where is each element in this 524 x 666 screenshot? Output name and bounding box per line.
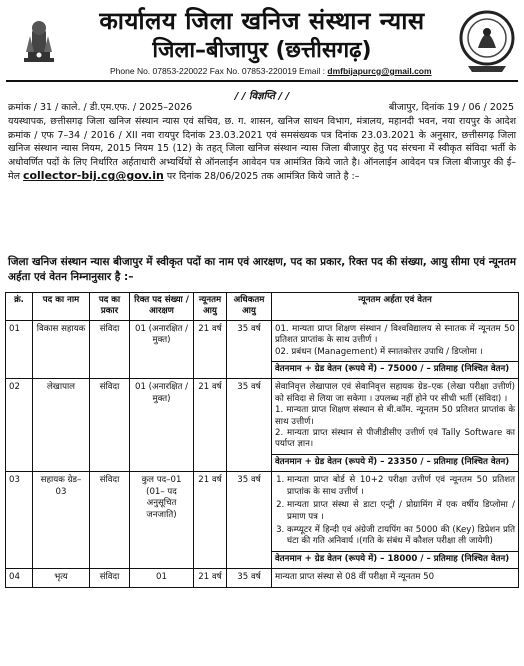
cell-sno: 02 — [6, 379, 33, 472]
cell-max-age: 35 वर्ष — [227, 320, 272, 379]
salary-text: वेतनमान + ग्रेड वेतन (रूपये में) – 23350 / – प्रतिमाह (निश्चित वेतन) — [272, 454, 518, 468]
header-divider — [6, 80, 518, 82]
cell-max-age: 35 वर्ष — [227, 472, 272, 569]
col-header: न्यूनतम आयु — [194, 293, 227, 321]
table-header-row — [6, 293, 519, 321]
cell-type: संविदा — [90, 320, 130, 379]
cell-vacancy: कुल पद–01 (01– पद अनुसूचित जनजाति) — [130, 472, 194, 569]
header-email[interactable]: dmfbijapurcg@gmail.com — [327, 66, 432, 76]
cell-post: भृत्य — [33, 569, 90, 587]
cell-qualification — [272, 472, 519, 569]
cell-min-age: 21 वर्ष — [194, 472, 227, 569]
letterhead — [0, 0, 524, 96]
col-header: रिक्त पद संख्या / आरक्षण — [130, 293, 194, 321]
salary-text: वेतनमान + ग्रेड वेतन (रूपये में) – 75000 / – प्रतिमाह (निश्चित वेतन) — [272, 361, 518, 375]
cell-sno: 04 — [6, 569, 33, 587]
reference-date: बीजापुर, दिनांक 19 / 06 / 2025 — [388, 102, 514, 113]
cell-qualification — [272, 379, 519, 472]
cell-type: संविदा — [90, 569, 130, 587]
qualification-item: 2. मान्यता प्राप्त संस्था से डाटा एन्ट्री / प्रोग्रामिंग में एक वर्षीय डिप्लोमा / प्रमाण पत्र । — [287, 500, 515, 523]
application-email[interactable]: collector-bij.cg@gov.in — [22, 169, 164, 183]
qualification-item: 1. मान्यता प्राप्त शिक्षण संस्थान से बी.कॉम. न्यूनतम 50 प्रतिशत प्राप्तांक के साथ उत्तीर्ण। — [275, 405, 515, 427]
cell-sno: 03 — [6, 472, 33, 569]
cell-post: विकास सहायक — [33, 320, 90, 379]
cell-qualification — [272, 569, 519, 587]
col-header: पद का नाम — [33, 293, 90, 321]
col-header: अधिकतम आयु — [227, 293, 272, 321]
office-title: कार्यालय जिला खनिज संस्थान न्यास — [99, 7, 425, 35]
qualification-item: 01. मान्यता प्राप्त शिक्षण संस्थान / विश्वविद्यालय से स्नातक में न्यूनतम 50 प्रतिशत प्राप्तांक के साथ उत्तीर्ण । — [275, 323, 515, 346]
cell-qualification — [272, 320, 519, 379]
district-logo-icon — [458, 6, 516, 74]
qualification-item: 1. मान्यता प्राप्त बोर्ड से 10+2 परीक्षा उत्तीर्ण एवं न्यूनतम 50 प्रतिशत प्राप्तांक के साथ उत्तीर्ण । — [287, 475, 515, 498]
cell-sno: 01 — [6, 320, 33, 379]
district-title: जिला–बीजापुर (छत्तीसगढ़) — [152, 38, 372, 63]
cell-post: लेखापाल — [33, 379, 90, 472]
qualification-item: मान्यता प्राप्त संस्था से 08 वीं परीक्षा में न्यूनतम 50 — [275, 572, 435, 583]
cell-max-age: 35 वर्ष — [227, 379, 272, 472]
cell-post: सहायक ग्रेड–03 — [33, 472, 90, 569]
contact-line: Phone No. 07853-220022 Fax No. 07853-220019 Email : dmfbijapurcg@gmail.com — [110, 66, 432, 76]
qualification-item: 02. प्रबंधन (Management) में स्नातकोत्तर उपाधि / डिप्लोमा । — [275, 346, 483, 357]
qualification-item: 3. कम्प्यूटर में हिन्दी एवं अंग्रेजी टायपिंग का 5000 की (Key) डिप्रेशन प्रति घंटा की गति अनिवार्य ।(गति के संबंध में कौशल परीक्षा ली जायेगी) — [287, 525, 515, 548]
cell-vacancy: 01 (अनारक्षित / मुक्त) — [130, 320, 194, 379]
col-header: न्यूनतम अर्हता एवं वेतन — [272, 293, 519, 321]
cell-min-age: 21 वर्ष — [194, 569, 227, 587]
col-header: पद का प्रकार — [90, 293, 130, 321]
intro-paragraph: ययस्थापक, छत्तीसगढ़ जिला खनिज संस्थान न्यास एवं सचिव, छ. ग. शासन, खनिज साधन विभाग, मंत्रालय, महानदी भवन, नया रायपुर के आदेश क्रमांक / एफ 7–34 / 2016 / XII नवा रायपुर दिनांक 23.03.2021 एवं समसंख्यक पत्र दिनांक 23.03.2021 के अनुसार, छत्तीसगढ़ जिला खनिज संस्थान न्यास नियम, 2015 नियम 15 (12) के तहत् जिला खनिज संस्थान न्यास जिला बीजापुर हेतु पद संरचना में स्वीकृत संविदा भर्ती के अधोवर्णित पदों के लिए निर्धारित अर्हताधारी अभ्यर्थियों से ऑनलाईन आवेदन पत्र आमंत्रित किये जाते है। ऑनलाईन आवेदन पत्र जिला बीजापुर की ई–मेल collector-bij.cg@gov.in पर दिनांक 28/06/2025 तक आमंत्रित किये जाते है :– — [8, 116, 516, 183]
qualification-item: सेवानिवृत्त लेखापाल एवं सेवानिवृत्त सहायक ग्रेड–एक (लेखा परीक्षा उत्तीर्ण) को संविदा से लिया जा सकेगा । उपलब्ध नहीं होने पर सीधी भर्ती (संविदा) । — [275, 382, 515, 404]
cell-type: संविदा — [90, 379, 130, 472]
intro-paragraph-2: जिला खनिज संस्थान न्यास बीजापुर में स्वीकृत पदों का नाम एवं आरक्षण, पद का प्रकार, रिक्त पद की संख्या, आयु सीमा एवं न्यूनतम अर्हता एवं वेतन निम्नानुसार है :– — [8, 256, 516, 283]
reference-number: क्रमांक / 31 / काले. / डी.एम.एफ. / 2025–2026 — [8, 102, 193, 113]
salary-text: वेतनमान + ग्रेड वेतन (रूपये में) – 18000 / – प्रतिमाह (निश्चित वेतन) — [272, 551, 518, 565]
notice-title: / / विज्ञप्ति / / — [234, 91, 290, 102]
table-row — [6, 320, 519, 379]
table-row — [6, 569, 519, 587]
cell-min-age: 21 वर्ष — [194, 379, 227, 472]
vacancy-table — [5, 292, 519, 588]
qualification-item: 2. मान्यता प्राप्त संस्थान से पीजीडीसीए उत्तीर्ण एवं Tally Software का पर्याप्त ज्ञान। — [275, 428, 515, 450]
cell-vacancy: 01 — [130, 569, 194, 587]
table-row — [6, 472, 519, 569]
cell-type: संविदा — [90, 472, 130, 569]
cell-min-age: 21 वर्ष — [194, 320, 227, 379]
cell-max-age: 35 वर्ष — [227, 569, 272, 587]
table-row — [6, 379, 519, 472]
col-header: क्रं. — [6, 293, 33, 321]
cell-vacancy: 01 (अनारक्षित / मुक्त) — [130, 379, 194, 472]
